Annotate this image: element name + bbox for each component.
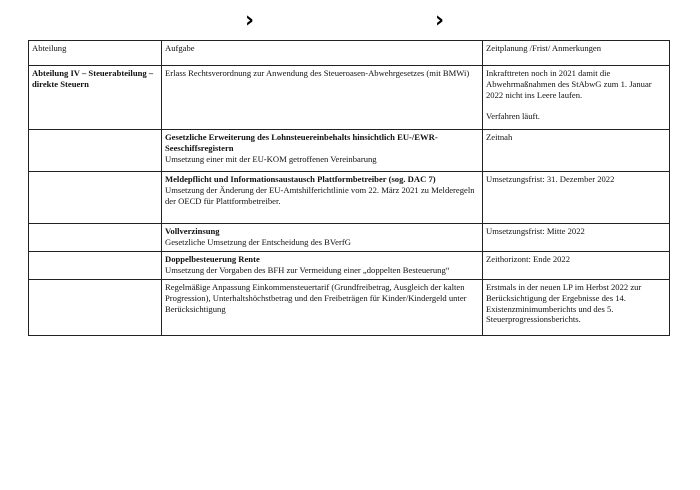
header-zeitplanung: Zeitplanung /Frist/ Anmerkungen [483, 41, 670, 66]
aufgabe-title: Gesetzliche Erweiterung des Lohnsteuereinbehalts hinsichtlich EU-/EWR-Seeschiffsregistern [165, 132, 438, 153]
cell-abteilung [29, 280, 162, 336]
zeitplanung-note: Verfahren läuft. [486, 111, 540, 122]
cell-zeitplanung [483, 130, 670, 172]
cell-zeitplanung [483, 280, 670, 336]
cell-abteilung [29, 252, 162, 280]
table-row [29, 224, 670, 252]
cell-abteilung [29, 66, 162, 130]
hole-punch-mark-right: › [435, 8, 445, 33]
table-row [29, 252, 670, 280]
cell-zeitplanung [483, 66, 670, 130]
aufgabe-title: Doppelbesteuerung Rente [165, 254, 260, 264]
zeitplanung-text: Erstmals in der neuen LP im Herbst 2022 zur Berücksichtigung der Ergebnisse des 14. Existenzminimumberichts und des 5. Steuerprogressionsberichts. [486, 282, 642, 325]
zeitplanung-text: Zeithorizont: Ende 2022 [486, 254, 571, 264]
header-aufgabe: Aufgabe [162, 41, 483, 66]
cell-abteilung [29, 224, 162, 252]
cell-aufgabe [162, 130, 483, 172]
aufgabe-text: Umsetzung der Vorgaben des BFH zur Vermeidung einer „doppelten Besteuerung“ [165, 264, 450, 275]
task-table [28, 40, 670, 336]
table-row [29, 130, 670, 172]
header-abteilung: Abteilung [29, 41, 162, 66]
table-row [29, 172, 670, 224]
cell-zeitplanung [483, 252, 670, 280]
aufgabe-text: Regelmäßige Anpassung Einkommensteuertarif (Grundfreibetrag, Ausgleich der kalten Progression), Unterhaltshöchstbetrag und den Freibeträgen für Kinder/Kindergeld unter Berücksichtigung [165, 282, 467, 314]
aufgabe-text: Umsetzung der Änderung der EU-Amtshilferichtlinie vom 22. März 2021 zu Melderegeln der OECD für Plattformbetreiber. [165, 184, 475, 206]
cell-zeitplanung [483, 224, 670, 252]
table-header-row [29, 41, 670, 66]
zeitplanung-text: Inkrafttreten noch in 2021 damit die Abwehrmaßnahmen des StAbwG zum 1. Januar 2022 nicht ins Leere laufen. [486, 68, 652, 100]
abteilung-label: Abteilung IV – Steuerabteilung – direkte Steuern [32, 68, 154, 89]
cell-aufgabe [162, 66, 483, 130]
cell-zeitplanung [483, 172, 670, 224]
cell-aufgabe [162, 280, 483, 336]
cell-abteilung [29, 130, 162, 172]
cell-aufgabe [162, 172, 483, 224]
cell-aufgabe [162, 252, 483, 280]
aufgabe-title: Meldepflicht und Informationsaustausch Plattformbetreiber (sog. DAC 7) [165, 174, 436, 184]
aufgabe-title: Vollverzinsung [165, 226, 220, 236]
zeitplanung-text: Umsetzungsfrist: 31. Dezember 2022 [486, 174, 615, 184]
table-row [29, 66, 670, 130]
zeitplanung-text: Umsetzungsfrist: Mitte 2022 [486, 226, 585, 236]
aufgabe-text: Gesetzliche Umsetzung der Entscheidung des BVerfG [165, 236, 351, 247]
aufgabe-text: Umsetzung einer mit der EU-KOM getroffenen Vereinbarung [165, 153, 377, 164]
hole-punch-mark-left: › [245, 8, 255, 33]
zeitplanung-text: Zeitnah [486, 132, 513, 142]
cell-aufgabe [162, 224, 483, 252]
cell-abteilung [29, 172, 162, 224]
aufgabe-text: Erlass Rechtsverordnung zur Anwendung des Steueroasen-Abwehrgesetzes (mit BMWi) [165, 68, 470, 78]
table-row [29, 280, 670, 336]
